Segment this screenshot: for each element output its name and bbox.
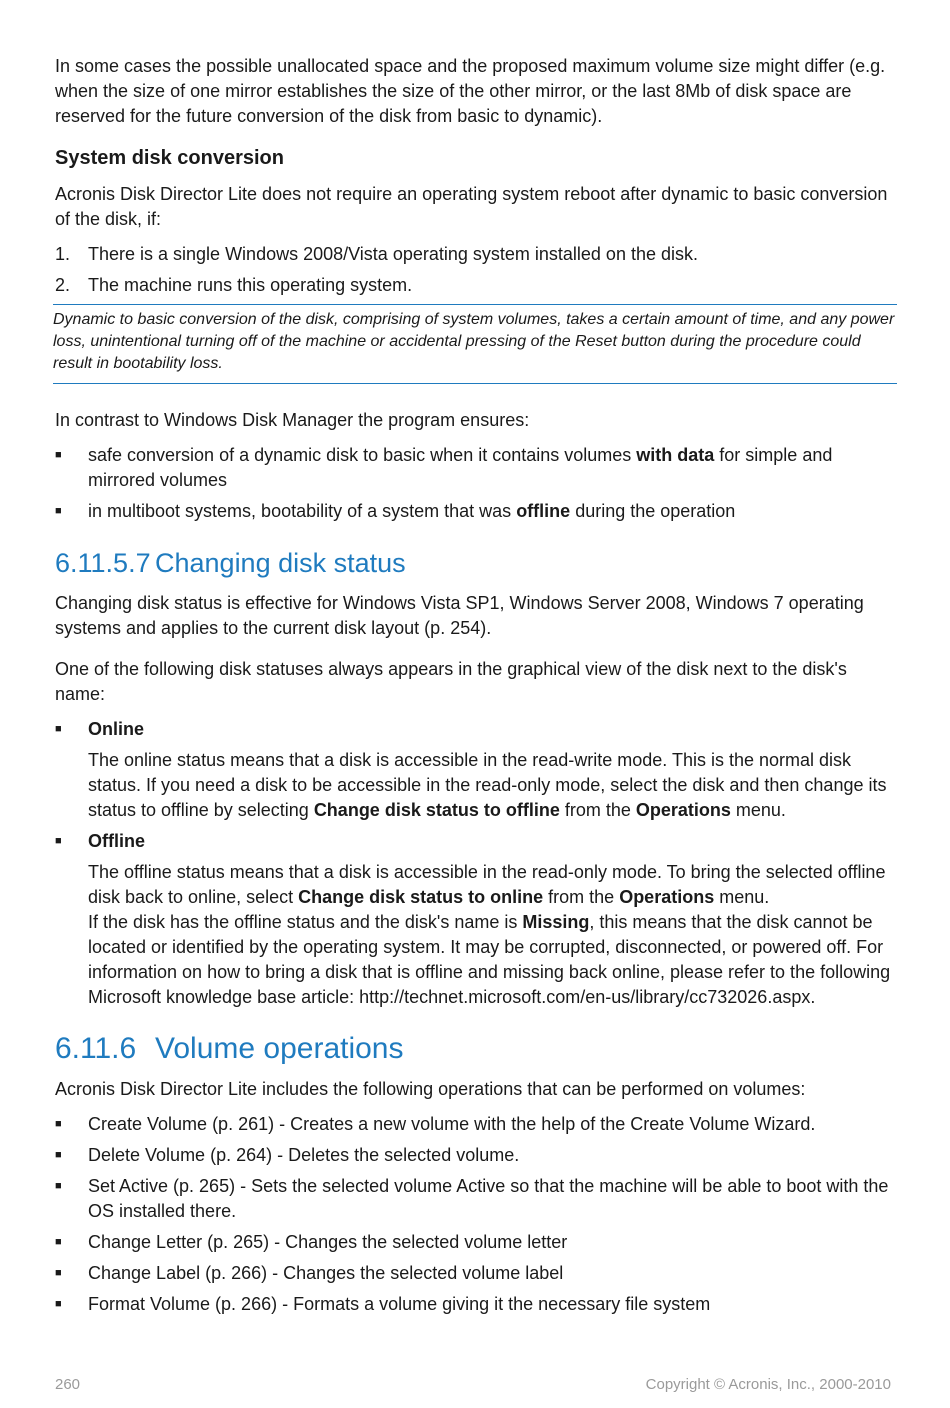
status-list (55, 717, 895, 1010)
copyright: Copyright © Acronis, Inc., 2000-2010 (645, 1376, 891, 1393)
list-item-offline (55, 829, 895, 1010)
section-number: 6.11.6 (55, 1032, 137, 1065)
page-number: 260 (55, 1376, 81, 1393)
volume-ops-intro: Acronis Disk Director Lite includes the following operations that can be performed on volumes: (55, 1079, 806, 1099)
bullet-icon: ■ (55, 723, 62, 735)
list-item (55, 242, 895, 267)
list-item-text: Delete Volume (p. 264) - Deletes the selected volume. (88, 1145, 520, 1165)
bullet-icon: ■ (55, 1236, 62, 1248)
section-title: Volume operations (155, 1032, 404, 1065)
intro-paragraph: In some cases the possible unallocated space and the proposed maximum volume size might differ (e.g. when the size of one mirror establishes the size of the other mirror, or the last 8Mb of disk space are reserved for the future conversion of the disk from basic to dynamic). (55, 56, 886, 126)
list-item (55, 1143, 895, 1168)
text-run: from the (559, 800, 636, 820)
offline-description (88, 860, 895, 910)
status-paragraph-2: One of the following disk statuses always appears in the graphical view of the disk next to the disk's name: (55, 659, 847, 704)
bullet-icon: ■ (55, 1149, 62, 1161)
list-item (55, 499, 895, 524)
bold-text: Operations (619, 887, 715, 907)
list-item-text: There is a single Windows 2008/Vista operating system installed on the disk. (88, 244, 698, 264)
bold-text: with data (636, 445, 715, 465)
bold-text: Operations (635, 800, 731, 820)
bold-text: offline (516, 501, 571, 521)
bold-text: Change disk status to online (298, 887, 544, 907)
text-run: in multiboot systems, bootability of a system that was (88, 501, 517, 521)
document-page (55, 54, 895, 1323)
text-run: menu. (730, 800, 786, 820)
bold-text: Change disk status to offline (313, 800, 560, 820)
text-run: The online status means that a disk is accessible in the read-write mode. This is the normal disk status. If you need a disk to be accessible in the read-only mode, select the disk and then change its status to offline by selecting (88, 750, 887, 820)
list-item (55, 1112, 895, 1137)
list-item (55, 1261, 895, 1286)
list-number: 1. (55, 244, 71, 264)
list-item (55, 443, 895, 493)
section-number: 6.11.5.7 (55, 548, 151, 578)
changing-status-heading (55, 546, 895, 580)
bold-text: Missing (522, 912, 590, 932)
text-run: during the operation (570, 501, 736, 521)
warning-note: Dynamic to basic conversion of the disk, comprising of system volumes, takes a certain amount of time, and any power loss, unintentional turning off of the machine or accidental pressing of the Reset button during the procedure could result in bootability loss. (53, 304, 897, 384)
bullet-icon: ■ (55, 1298, 62, 1310)
volume-ops-heading (55, 1032, 895, 1066)
online-description (88, 748, 895, 823)
status-paragraph-1: Changing disk status is effective for Windows Vista SP1, Windows Server 2008, Windows 7 operating systems and applies to the current disk layout (p. 254). (55, 593, 864, 638)
text-run: menu. (714, 887, 770, 907)
missing-description (88, 910, 895, 1010)
bullet-icon: ■ (55, 835, 62, 847)
list-item-text: Format Volume (p. 266) - Formats a volume giving it the necessary file system (88, 1294, 711, 1314)
bullet-icon: ■ (55, 1118, 62, 1130)
list-item (55, 273, 895, 298)
offline-title: Offline (88, 831, 145, 851)
list-item-text: Set Active (p. 265) - Sets the selected volume Active so that the machine will be able to boot with the OS installed there. (88, 1176, 889, 1221)
text-run: If the disk has the offline status and the disk's name is (88, 912, 523, 932)
volume-ops-list (55, 1112, 895, 1317)
section-title: Changing disk status (155, 548, 406, 578)
list-item-text: Change Letter (p. 265) - Changes the selected volume letter (88, 1232, 568, 1252)
list-item-text: Change Label (p. 266) - Changes the selected volume label (88, 1263, 564, 1283)
online-title: Online (88, 719, 145, 739)
numbered-list (55, 242, 895, 298)
bullet-list (55, 443, 895, 524)
contrast-paragraph: In contrast to Windows Disk Manager the program ensures: (55, 410, 530, 430)
page-footer (55, 1376, 891, 1393)
list-item-text: The machine runs this operating system. (88, 275, 413, 295)
system-disk-paragraph: Acronis Disk Director Lite does not require an operating system reboot after dynamic to basic conversion of the disk, if: (55, 184, 888, 229)
text-run: , this means that the disk cannot be located or identified by the operating system. It may be corrupted, disconnected, or powered off. For information on how to bring a disk that is offline and missing back online, please refer to the following Microsoft knowledge base article: http://technet.microsoft.com/en-us/library/cc732026.aspx. (88, 912, 891, 1007)
bullet-icon: ■ (55, 449, 62, 461)
bullet-icon: ■ (55, 1267, 62, 1279)
text-run: from the (543, 887, 620, 907)
list-item (55, 1230, 895, 1255)
list-item (55, 1174, 895, 1224)
list-item (55, 1292, 895, 1317)
list-number: 2. (55, 275, 71, 295)
text-run: for simple and mirrored volumes (88, 445, 833, 490)
bullet-icon: ■ (55, 505, 62, 517)
list-item-online (55, 717, 895, 823)
system-disk-heading: System disk conversion (55, 147, 284, 169)
text-run: safe conversion of a dynamic disk to basic when it contains volumes (88, 445, 637, 465)
list-item-text: Create Volume (p. 261) - Creates a new volume with the help of the Create Volume Wizard. (88, 1114, 816, 1134)
bullet-icon: ■ (55, 1180, 62, 1192)
text-run: The offline status means that a disk is accessible in the read-only mode. To bring the selected offline disk back to online, select (88, 862, 886, 907)
